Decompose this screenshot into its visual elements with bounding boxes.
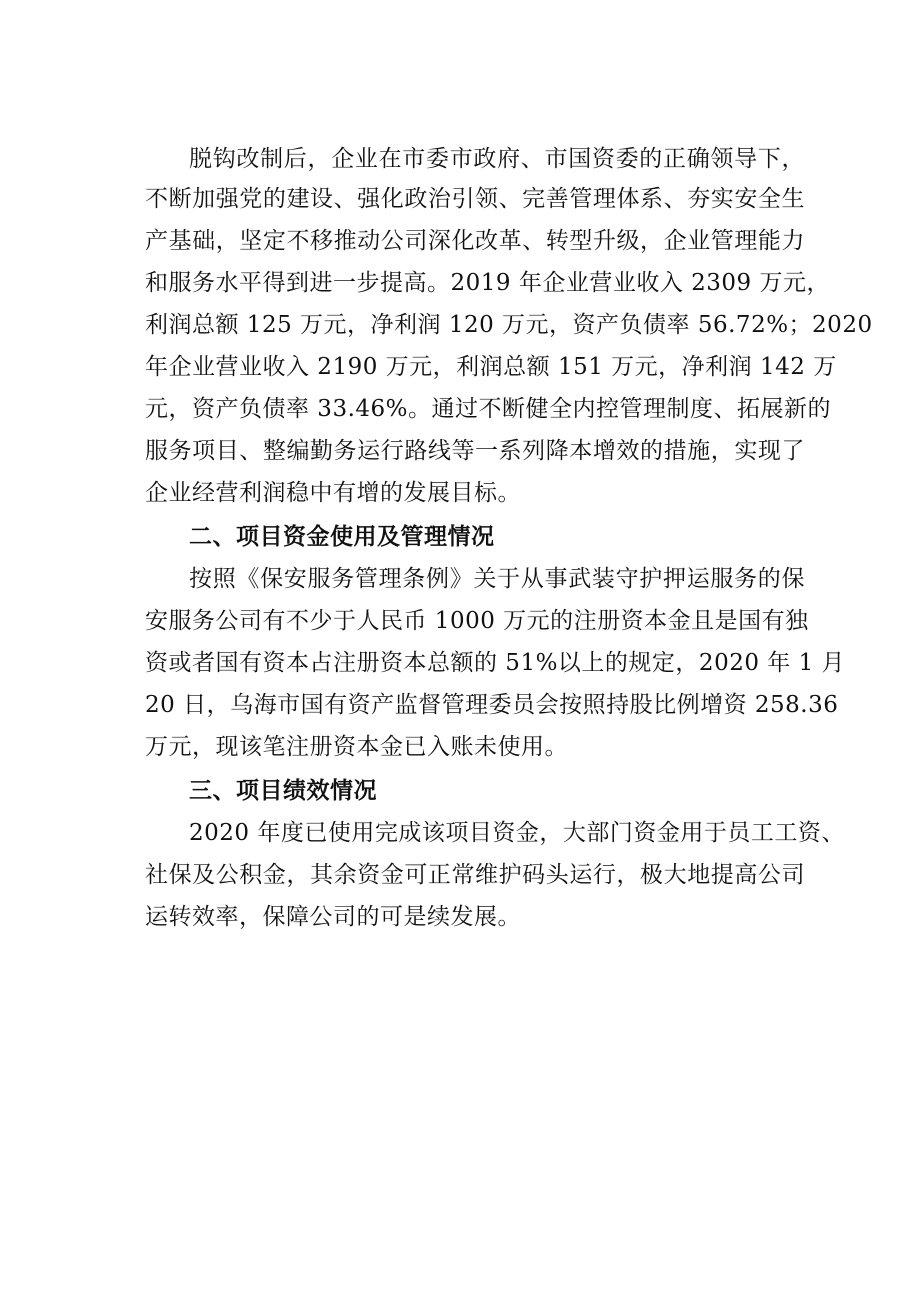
paragraph-line: 社保及公积金，其余资金可正常维护码头运行，极大地提高公司 (145, 862, 805, 888)
paragraph-line: 服务项目、整编勤务运行路线等一系列降本增效的措施，实现了 (145, 438, 805, 464)
paragraph-line: 产基础，坚定不移推动公司深化改革、转型升级，企业管理能力 (145, 228, 805, 254)
paragraph-line: 20 日，乌海市国有资产监督管理委员会按照持股比例增资 258.36 (145, 692, 839, 718)
paragraph-line: 和服务水平得到进一步提高。2019 年企业营业收入 2309 万元， (145, 270, 830, 296)
paragraph-line: 运转效率，保障公司的可是续发展。 (145, 904, 521, 930)
paragraph-line: 企业经营利润稳中有增的发展目标。 (145, 480, 521, 506)
paragraph-line: 元，资产负债率 33.46%。通过不断健全内控管理制度、拓展新的 (145, 396, 832, 422)
paragraph-line: 万元，现该笔注册资本金已入账未使用。 (145, 734, 568, 760)
paragraph-line: 利润总额 125 万元，净利润 120 万元，资产负债率 56.72%；2020 (145, 312, 873, 338)
paragraph-line: 资或者国有资本占注册资本总额的 51%以上的规定，2020 年 1 月 (145, 650, 846, 676)
paragraph-line: 脱钩改制后，企业在市委市政府、市国资委的正确领导下， (189, 146, 805, 172)
section-heading: 三、项目绩效情况 (189, 778, 377, 804)
paragraph-line: 安服务公司有不少于人民币 1000 万元的注册资本金且是国有独 (145, 608, 809, 634)
paragraph-line: 按照《保安服务管理条例》关于从事武装守护押运服务的保 (189, 566, 805, 592)
paragraph-line: 年企业营业收入 2190 万元，利润总额 151 万元，净利润 142 万 (145, 354, 837, 380)
paragraph-line: 不断加强党的建设、强化政治引领、完善管理体系、夯实安全生 (145, 186, 805, 212)
paragraph-line: 2020 年度已使用完成该项目资金，大部门资金用于员工工资、 (189, 820, 845, 846)
section-heading: 二、项目资金使用及管理情况 (189, 524, 495, 550)
